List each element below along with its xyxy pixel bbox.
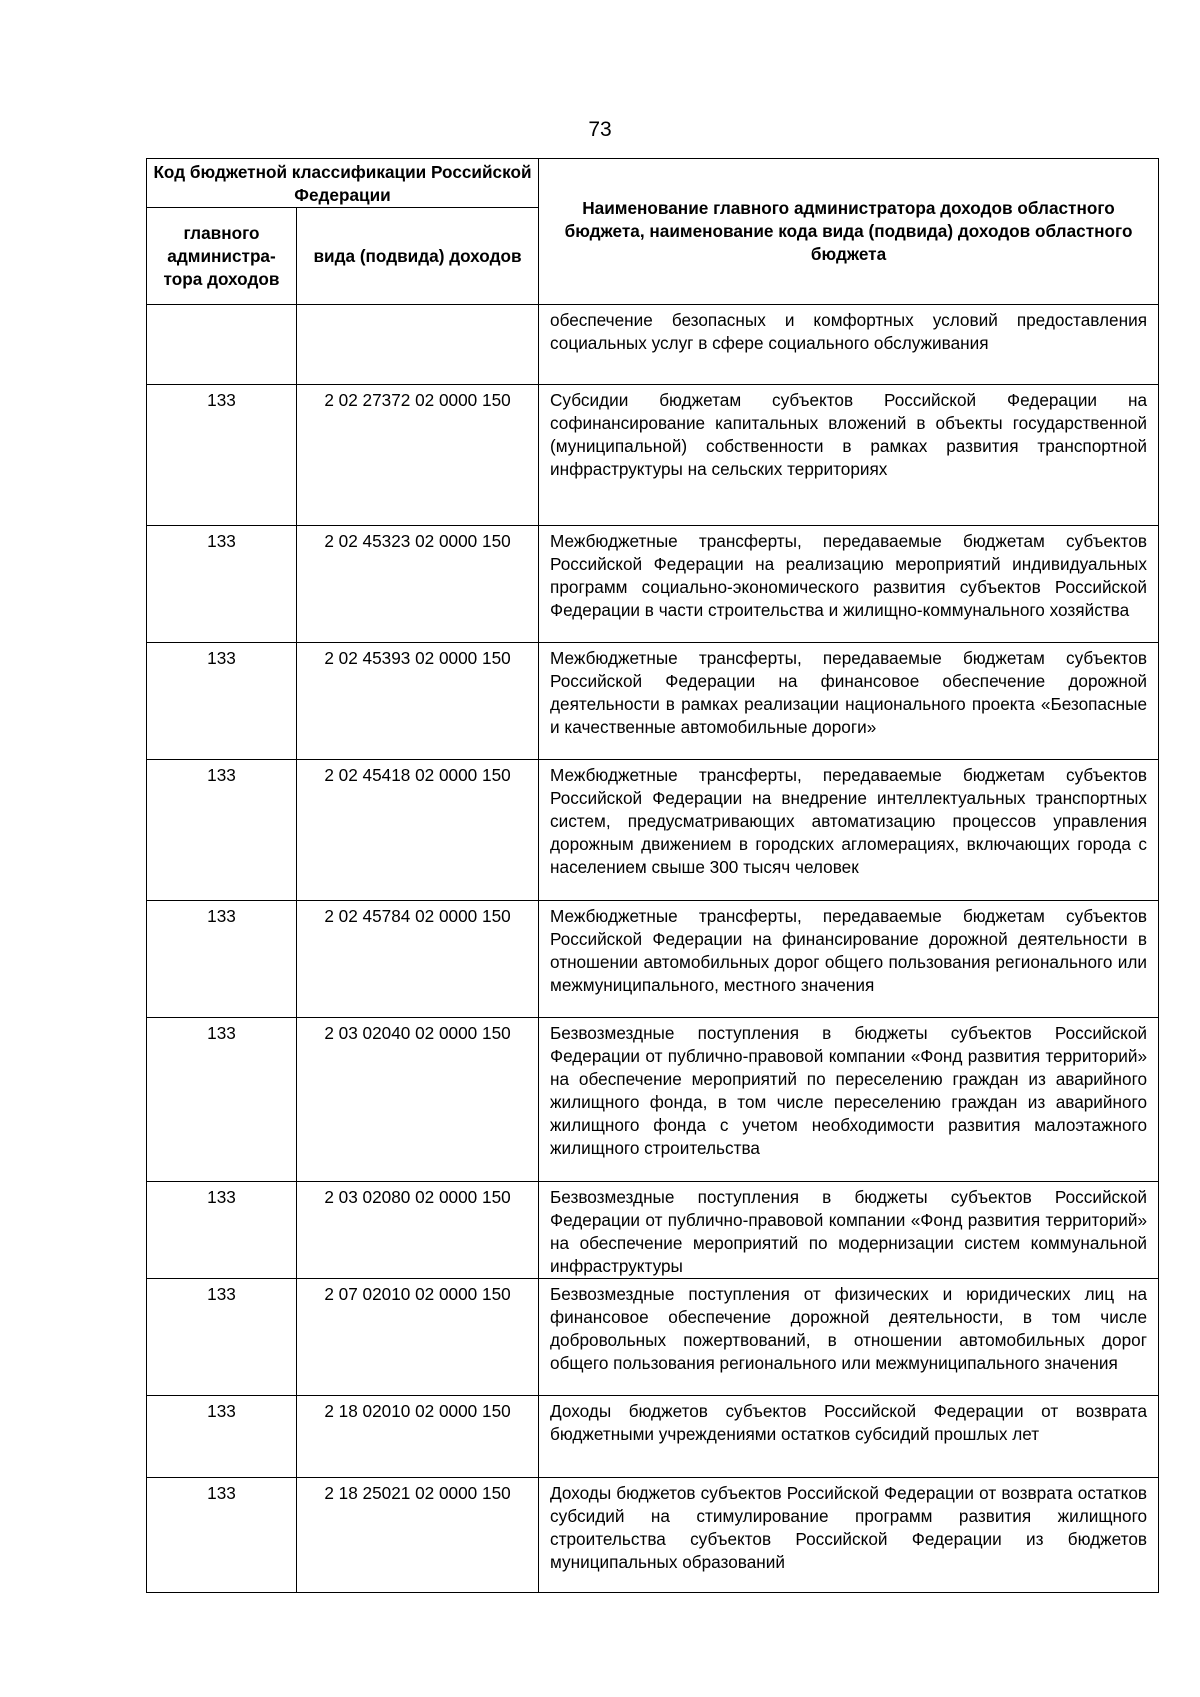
page-number: 73: [588, 118, 612, 141]
income-name-cell: Доходы бюджетов субъектов Российской Федерации от возврата бюджетными учреждениями остатков субсидий прошлых лет: [539, 1396, 1159, 1478]
admin-code-cell: [147, 305, 297, 385]
income-code-cell: 2 03 02080 02 0000 150: [297, 1182, 539, 1279]
income-code-cell: 2 18 25021 02 0000 150: [297, 1478, 539, 1593]
income-code-cell: 2 02 45418 02 0000 150: [297, 760, 539, 901]
income-name-cell: обеспечение безопасных и комфортных условий предоставления социальных услуг в сфере социального обслуживания: [539, 305, 1159, 385]
admin-code-cell: 133: [147, 1018, 297, 1182]
income-name-cell: Безвозмездные поступления в бюджеты субъектов Российской Федерации от публично-правовой компании «Фонд развития территорий» на обеспечение мероприятий по модернизации систем коммунальной инфраструктуры: [539, 1182, 1159, 1279]
admin-code-cell: 133: [147, 643, 297, 760]
table-row: [147, 643, 1159, 760]
income-code-cell: 2 02 45784 02 0000 150: [297, 901, 539, 1018]
income-classification-table: [146, 158, 1159, 1593]
admin-code-cell: 133: [147, 1279, 297, 1396]
table-row: [147, 1182, 1159, 1279]
income-code-cell: 2 02 27372 02 0000 150: [297, 385, 539, 526]
admin-code-cell: 133: [147, 1396, 297, 1478]
admin-code-cell: 133: [147, 1182, 297, 1279]
income-code-cell: 2 02 45393 02 0000 150: [297, 643, 539, 760]
income-name-cell: Межбюджетные трансферты, передаваемые бюджетам субъектов Российской Федерации на финансирование дорожной деятельности в отношении автомобильных дорог общего пользования регионального или межмуниципального, местного значения: [539, 901, 1159, 1018]
admin-code-cell: 133: [147, 760, 297, 901]
income-name-cell: Безвозмездные поступления от физических и юридических лиц на финансовое обеспечение дорожной деятельности, в том числе добровольных пожертвований, в отношении автомобильных дорог общего пользования регионального или межмуниципального значения: [539, 1279, 1159, 1396]
header-name-column: Наименование главного администратора доходов областного бюджета, наименование кода вида (подвида) доходов областного бюджета: [539, 159, 1159, 305]
income-name-cell: Субсидии бюджетам субъектов Российской Федерации на софинансирование капитальных вложений в объекты государственной (муниципальной) собственности в рамках развития транспортной инфраструктуры на сельских территориях: [539, 385, 1159, 526]
table-row: [147, 1018, 1159, 1182]
admin-code-cell: 133: [147, 385, 297, 526]
table-row: [147, 901, 1159, 1018]
header-code-column: вида (подвида) доходов: [297, 208, 539, 305]
income-code-cell: 2 03 02040 02 0000 150: [297, 1018, 539, 1182]
income-name-cell: Безвозмездные поступления в бюджеты субъектов Российской Федерации от публично-правовой компании «Фонд развития территорий» на обеспечение мероприятий по переселению граждан из аварийного жилищного фонда, в том числе переселению граждан из аварийного жилищного фонда с учетом необходимости развития малоэтажного жилищного строительства: [539, 1018, 1159, 1182]
table-row: [147, 760, 1159, 901]
header-admin-column: главного администра-тора доходов: [147, 208, 297, 305]
table-row: [147, 385, 1159, 526]
income-name-cell: Межбюджетные трансферты, передаваемые бюджетам субъектов Российской Федерации на реализацию мероприятий индивидуальных программ социально-экономического развития субъектов Российской Федерации в части строительства и жилищно-коммунального хозяйства: [539, 526, 1159, 643]
income-code-cell: [297, 305, 539, 385]
table-row: [147, 1478, 1159, 1593]
admin-code-cell: 133: [147, 901, 297, 1018]
income-code-cell: 2 18 02010 02 0000 150: [297, 1396, 539, 1478]
income-code-cell: 2 02 45323 02 0000 150: [297, 526, 539, 643]
table-row: [147, 305, 1159, 385]
table-row: [147, 1279, 1159, 1396]
income-name-cell: Межбюджетные трансферты, передаваемые бюджетам субъектов Российской Федерации на внедрение интеллектуальных транспортных систем, предусматривающих автоматизацию процессов управления дорожным движением в городских агломерациях, включающих города с населением свыше 300 тысяч человек: [539, 760, 1159, 901]
income-code-cell: 2 07 02010 02 0000 150: [297, 1279, 539, 1396]
income-name-cell: Межбюджетные трансферты, передаваемые бюджетам субъектов Российской Федерации на финансовое обеспечение дорожной деятельности в рамках реализации национального проекта «Безопасные и качественные автомобильные дороги»: [539, 643, 1159, 760]
table-row: [147, 1396, 1159, 1478]
header-code-group: Код бюджетной классификации Российской Федерации: [147, 159, 539, 208]
table-row: [147, 526, 1159, 643]
admin-code-cell: 133: [147, 526, 297, 643]
admin-code-cell: 133: [147, 1478, 297, 1593]
income-name-cell: Доходы бюджетов субъектов Российской Федерации от возврата остатков субсидий на стимулирование программ развития жилищного строительства субъектов Российской Федерации из бюджетов муниципальных образований: [539, 1478, 1159, 1593]
